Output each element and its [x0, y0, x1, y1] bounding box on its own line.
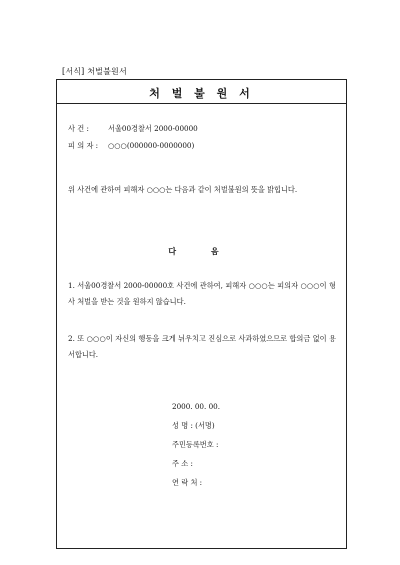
case-value: 서울00경찰서 2000-00000 — [108, 124, 198, 133]
signature-block — [172, 402, 220, 497]
form-caption: [서식] 처벌불원서 — [62, 67, 127, 76]
case-label: 사 건 : — [68, 124, 89, 133]
document-title: 처 벌 불 원 서 — [149, 87, 254, 100]
suspect-label: 피 의 자 : — [68, 141, 99, 150]
intro-paragraph: 위 사건에 관하여 피해자 ○○○는 다음과 같이 처벌불원의 뜻을 밝힙니다. — [68, 185, 298, 194]
item-1-paragraph: 1. 서울00경찰서 2000-00000호 사건에 관하여, 피해자 ○○○는 피의자 ○○○이 형사 처벌을 받는 것을 원하지 않습니다. — [68, 281, 336, 306]
address-line: 주 소 : — [172, 459, 193, 468]
contact-line: 연 락 처 : — [172, 478, 203, 487]
title-divider — [57, 103, 346, 104]
item-2-paragraph: 2. 또 ○○○이 자신의 행동을 크게 뉘우치고 진심으로 사과하였으므로 합의금 없이 용서합니다. — [68, 334, 336, 359]
date-line: 2000. 00. 00. — [172, 402, 221, 411]
case-field — [68, 124, 198, 134]
section-heading: 다 음 — [168, 246, 235, 256]
document-frame — [56, 79, 347, 549]
name-line: 성 명 : (서명) — [172, 421, 215, 430]
suspect-field — [68, 141, 194, 151]
suspect-value: ○○○(000000-0000000) — [108, 141, 195, 150]
rrn-line: 주민등록번호 : — [172, 440, 219, 449]
